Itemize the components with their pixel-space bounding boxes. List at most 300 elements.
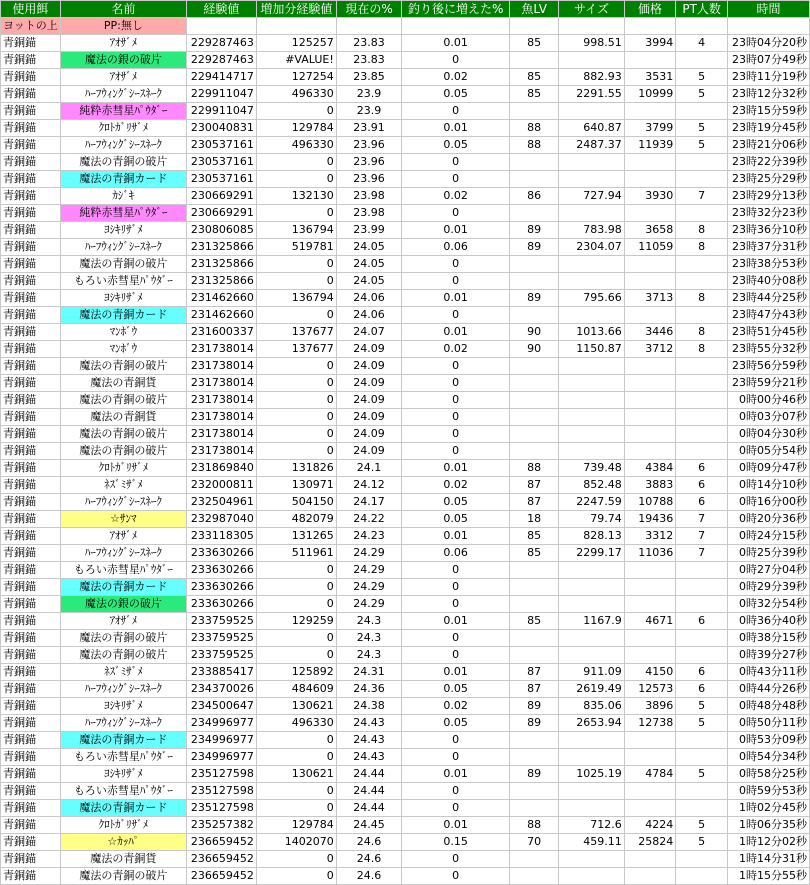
name-cell[interactable]: もろい赤彗星ﾊﾟｳﾀﾞｰ — [60, 562, 186, 579]
inc-cell[interactable]: 0.01 — [402, 222, 510, 239]
bait-cell[interactable]: 青銅錨 — [1, 392, 61, 409]
price-cell[interactable]: 12573 — [624, 681, 676, 698]
time-cell[interactable]: 0時09分47秒 — [727, 460, 809, 477]
inc-cell[interactable]: 0 — [402, 851, 510, 868]
price-cell[interactable] — [624, 171, 676, 188]
size-cell[interactable]: 712.6 — [559, 817, 624, 834]
inc-cell[interactable]: 0 — [402, 579, 510, 596]
pct-cell[interactable]: 23.99 — [336, 222, 402, 239]
lv-cell[interactable]: 87 — [510, 664, 559, 681]
bait-cell[interactable]: 青銅錨 — [1, 817, 61, 834]
price-cell[interactable] — [624, 392, 676, 409]
location-cell[interactable]: ヨットの上 — [1, 18, 61, 35]
lv-cell[interactable]: 88 — [510, 460, 559, 477]
price-cell[interactable] — [624, 868, 676, 885]
pt-cell[interactable] — [676, 392, 728, 409]
time-cell[interactable]: 0時00分46秒 — [727, 392, 809, 409]
gain-cell[interactable]: 0 — [256, 256, 336, 273]
gain-cell[interactable]: 131265 — [256, 528, 336, 545]
gain-cell[interactable]: 0 — [256, 732, 336, 749]
bait-cell[interactable]: 青銅錨 — [1, 222, 61, 239]
price-cell[interactable]: 3713 — [624, 290, 676, 307]
gain-cell[interactable]: 496330 — [256, 715, 336, 732]
bait-cell[interactable]: 青銅錨 — [1, 766, 61, 783]
pct-cell[interactable]: 24.09 — [336, 375, 402, 392]
bait-cell[interactable]: 青銅錨 — [1, 290, 61, 307]
inc-cell[interactable]: 0.05 — [402, 494, 510, 511]
pt-cell[interactable]: 8 — [676, 222, 728, 239]
bait-cell[interactable]: 青銅錨 — [1, 103, 61, 120]
bait-cell[interactable]: 青銅錨 — [1, 239, 61, 256]
price-cell[interactable]: 3930 — [624, 188, 676, 205]
name-cell[interactable]: 魔法の青銅カード — [60, 732, 186, 749]
pct-cell[interactable]: 23.98 — [336, 205, 402, 222]
time-cell[interactable]: 23時59分21秒 — [727, 375, 809, 392]
size-cell[interactable] — [559, 409, 624, 426]
pt-cell[interactable] — [676, 171, 728, 188]
lv-cell[interactable] — [510, 800, 559, 817]
pt-cell[interactable]: 6 — [676, 494, 728, 511]
size-cell[interactable]: 998.51 — [559, 35, 624, 52]
exp-cell[interactable]: 233630266 — [186, 579, 256, 596]
empty-cell[interactable] — [256, 18, 336, 35]
pct-cell[interactable]: 24.09 — [336, 426, 402, 443]
inc-cell[interactable]: 0.01 — [402, 460, 510, 477]
lv-cell[interactable]: 90 — [510, 341, 559, 358]
lv-cell[interactable]: 85 — [510, 613, 559, 630]
lv-cell[interactable]: 88 — [510, 137, 559, 154]
inc-cell[interactable]: 0.05 — [402, 511, 510, 528]
price-cell[interactable] — [624, 783, 676, 800]
pct-cell[interactable]: 24.05 — [336, 256, 402, 273]
empty-cell[interactable] — [624, 18, 676, 35]
exp-cell[interactable]: 229911047 — [186, 86, 256, 103]
name-cell[interactable]: 魔法の銀の破片 — [60, 52, 186, 69]
empty-cell[interactable] — [336, 18, 402, 35]
gain-cell[interactable]: 0 — [256, 171, 336, 188]
pct-cell[interactable]: 24.09 — [336, 443, 402, 460]
gain-cell[interactable]: 496330 — [256, 137, 336, 154]
gain-cell[interactable]: 130621 — [256, 766, 336, 783]
price-cell[interactable]: 4224 — [624, 817, 676, 834]
inc-cell[interactable]: 0 — [402, 375, 510, 392]
gain-cell[interactable]: 0 — [256, 205, 336, 222]
lv-cell[interactable]: 18 — [510, 511, 559, 528]
exp-cell[interactable]: 235127598 — [186, 800, 256, 817]
price-cell[interactable] — [624, 154, 676, 171]
price-cell[interactable]: 3799 — [624, 120, 676, 137]
bait-cell[interactable]: 青銅錨 — [1, 613, 61, 630]
gain-cell[interactable]: 0 — [256, 426, 336, 443]
pt-cell[interactable] — [676, 579, 728, 596]
exp-cell[interactable]: 230537161 — [186, 137, 256, 154]
gain-cell[interactable]: #VALUE! — [256, 52, 336, 69]
time-cell[interactable]: 1時06分35秒 — [727, 817, 809, 834]
price-cell[interactable]: 3658 — [624, 222, 676, 239]
bait-cell[interactable]: 青銅錨 — [1, 851, 61, 868]
name-cell[interactable]: 魔法の青銅の破片 — [60, 630, 186, 647]
gain-cell[interactable]: 125892 — [256, 664, 336, 681]
exp-cell[interactable]: 232504961 — [186, 494, 256, 511]
bait-cell[interactable]: 青銅錨 — [1, 834, 61, 851]
bait-cell[interactable]: 青銅錨 — [1, 426, 61, 443]
exp-cell[interactable]: 233630266 — [186, 562, 256, 579]
time-cell[interactable]: 0時25分39秒 — [727, 545, 809, 562]
pct-cell[interactable]: 24.36 — [336, 681, 402, 698]
lv-cell[interactable]: 87 — [510, 681, 559, 698]
exp-cell[interactable]: 234996977 — [186, 749, 256, 766]
inc-cell[interactable]: 0.06 — [402, 239, 510, 256]
time-cell[interactable]: 23時29分13秒 — [727, 188, 809, 205]
size-cell[interactable] — [559, 868, 624, 885]
pct-cell[interactable]: 24.05 — [336, 273, 402, 290]
exp-cell[interactable]: 234500647 — [186, 698, 256, 715]
lv-cell[interactable] — [510, 375, 559, 392]
size-cell[interactable] — [559, 52, 624, 69]
pct-cell[interactable]: 24.31 — [336, 664, 402, 681]
gain-cell[interactable]: 125257 — [256, 35, 336, 52]
pt-cell[interactable]: 6 — [676, 613, 728, 630]
size-cell[interactable] — [559, 426, 624, 443]
size-cell[interactable]: 2299.17 — [559, 545, 624, 562]
price-cell[interactable]: 11059 — [624, 239, 676, 256]
time-cell[interactable]: 0時44分26秒 — [727, 681, 809, 698]
lv-cell[interactable]: 89 — [510, 766, 559, 783]
bait-cell[interactable]: 青銅錨 — [1, 69, 61, 86]
exp-cell[interactable]: 235127598 — [186, 783, 256, 800]
size-cell[interactable] — [559, 579, 624, 596]
time-cell[interactable]: 23時07分49秒 — [727, 52, 809, 69]
size-cell[interactable] — [559, 749, 624, 766]
name-cell[interactable]: 魔法の青銅の破片 — [60, 256, 186, 273]
time-cell[interactable]: 23時44分25秒 — [727, 290, 809, 307]
pp-cell[interactable]: PP:無し — [60, 18, 186, 35]
name-cell[interactable]: ﾖｼｷﾘｻﾞﾒ — [60, 698, 186, 715]
pt-cell[interactable]: 6 — [676, 664, 728, 681]
time-cell[interactable]: 1時14分31秒 — [727, 851, 809, 868]
pt-cell[interactable]: 5 — [676, 69, 728, 86]
pct-cell[interactable]: 24.43 — [336, 732, 402, 749]
size-cell[interactable] — [559, 205, 624, 222]
gain-cell[interactable]: 0 — [256, 647, 336, 664]
name-cell[interactable]: 魔法の青銅の破片 — [60, 443, 186, 460]
inc-cell[interactable]: 0.02 — [402, 341, 510, 358]
exp-cell[interactable]: 231738014 — [186, 341, 256, 358]
bait-cell[interactable]: 青銅錨 — [1, 732, 61, 749]
time-cell[interactable]: 0時38分15秒 — [727, 630, 809, 647]
gain-cell[interactable]: 0 — [256, 392, 336, 409]
gain-cell[interactable]: 0 — [256, 562, 336, 579]
gain-cell[interactable]: 130621 — [256, 698, 336, 715]
inc-cell[interactable]: 0 — [402, 392, 510, 409]
size-cell[interactable]: 795.66 — [559, 290, 624, 307]
lv-cell[interactable]: 86 — [510, 188, 559, 205]
gain-cell[interactable]: 0 — [256, 579, 336, 596]
name-cell[interactable]: ﾊｰﾌｳｨﾝｸﾞｼｰｽﾈｰｸ — [60, 545, 186, 562]
pt-cell[interactable] — [676, 562, 728, 579]
pct-cell[interactable]: 24.05 — [336, 239, 402, 256]
lv-cell[interactable] — [510, 171, 559, 188]
time-cell[interactable]: 0時54分34秒 — [727, 749, 809, 766]
pt-cell[interactable]: 5 — [676, 834, 728, 851]
lv-cell[interactable] — [510, 851, 559, 868]
name-cell[interactable]: 純粋赤彗星ﾊﾟｳﾀﾞｰ — [60, 205, 186, 222]
price-cell[interactable]: 10999 — [624, 86, 676, 103]
lv-cell[interactable] — [510, 392, 559, 409]
exp-cell[interactable]: 231738014 — [186, 358, 256, 375]
name-cell[interactable]: ﾖｼｷﾘｻﾞﾒ — [60, 290, 186, 307]
time-cell[interactable]: 0時20分36秒 — [727, 511, 809, 528]
time-cell[interactable]: 23時47分43秒 — [727, 307, 809, 324]
price-cell[interactable]: 3712 — [624, 341, 676, 358]
exp-cell[interactable]: 233630266 — [186, 596, 256, 613]
exp-cell[interactable]: 230537161 — [186, 154, 256, 171]
price-cell[interactable] — [624, 579, 676, 596]
price-cell[interactable] — [624, 443, 676, 460]
name-cell[interactable]: 魔法の青銅の破片 — [60, 647, 186, 664]
exp-cell[interactable]: 231600337 — [186, 324, 256, 341]
bait-cell[interactable]: 青銅錨 — [1, 681, 61, 698]
name-cell[interactable]: 魔法の青銅の破片 — [60, 426, 186, 443]
inc-cell[interactable]: 0.02 — [402, 698, 510, 715]
lv-cell[interactable] — [510, 562, 559, 579]
exp-cell[interactable]: 231325866 — [186, 239, 256, 256]
exp-cell[interactable]: 231462660 — [186, 290, 256, 307]
pt-cell[interactable] — [676, 426, 728, 443]
exp-cell[interactable]: 231738014 — [186, 375, 256, 392]
time-cell[interactable]: 0時32分54秒 — [727, 596, 809, 613]
time-cell[interactable]: 23時25分29秒 — [727, 171, 809, 188]
time-cell[interactable]: 23時36分10秒 — [727, 222, 809, 239]
gain-cell[interactable]: 0 — [256, 851, 336, 868]
price-cell[interactable]: 4384 — [624, 460, 676, 477]
time-cell[interactable]: 0時48分48秒 — [727, 698, 809, 715]
gain-cell[interactable]: 0 — [256, 409, 336, 426]
pct-cell[interactable]: 24.43 — [336, 715, 402, 732]
price-cell[interactable]: 11036 — [624, 545, 676, 562]
lv-cell[interactable] — [510, 443, 559, 460]
size-cell[interactable] — [559, 392, 624, 409]
gain-cell[interactable]: 504150 — [256, 494, 336, 511]
pct-cell[interactable]: 24.29 — [336, 545, 402, 562]
size-cell[interactable] — [559, 783, 624, 800]
pt-cell[interactable] — [676, 868, 728, 885]
price-cell[interactable]: 10788 — [624, 494, 676, 511]
lv-cell[interactable]: 85 — [510, 528, 559, 545]
exp-cell[interactable]: 232000811 — [186, 477, 256, 494]
price-cell[interactable]: 11939 — [624, 137, 676, 154]
name-cell[interactable]: ﾖｼｷﾘｻﾞﾒ — [60, 222, 186, 239]
size-cell[interactable]: 828.13 — [559, 528, 624, 545]
price-cell[interactable] — [624, 205, 676, 222]
bait-cell[interactable]: 青銅錨 — [1, 715, 61, 732]
exp-cell[interactable]: 234996977 — [186, 715, 256, 732]
empty-cell[interactable] — [559, 18, 624, 35]
price-cell[interactable] — [624, 630, 676, 647]
pt-cell[interactable]: 6 — [676, 681, 728, 698]
price-cell[interactable] — [624, 256, 676, 273]
inc-cell[interactable]: 0.02 — [402, 188, 510, 205]
exp-cell[interactable]: 230537161 — [186, 171, 256, 188]
lv-cell[interactable] — [510, 749, 559, 766]
price-cell[interactable] — [624, 647, 676, 664]
bait-cell[interactable]: 青銅錨 — [1, 579, 61, 596]
pt-cell[interactable] — [676, 375, 728, 392]
gain-cell[interactable]: 137677 — [256, 324, 336, 341]
lv-cell[interactable] — [510, 630, 559, 647]
inc-cell[interactable]: 0 — [402, 630, 510, 647]
pct-cell[interactable]: 24.44 — [336, 800, 402, 817]
pct-cell[interactable]: 24.3 — [336, 630, 402, 647]
bait-cell[interactable]: 青銅錨 — [1, 800, 61, 817]
lv-cell[interactable] — [510, 409, 559, 426]
inc-cell[interactable]: 0.01 — [402, 290, 510, 307]
price-cell[interactable]: 3883 — [624, 477, 676, 494]
exp-cell[interactable]: 236659452 — [186, 868, 256, 885]
pct-cell[interactable]: 24.22 — [336, 511, 402, 528]
gain-cell[interactable]: 136794 — [256, 290, 336, 307]
pt-cell[interactable]: 8 — [676, 324, 728, 341]
time-cell[interactable]: 23時04分20秒 — [727, 35, 809, 52]
time-cell[interactable]: 0時16分00秒 — [727, 494, 809, 511]
exp-cell[interactable]: 233759525 — [186, 613, 256, 630]
lv-cell[interactable]: 85 — [510, 86, 559, 103]
bait-cell[interactable]: 青銅錨 — [1, 562, 61, 579]
pct-cell[interactable]: 24.1 — [336, 460, 402, 477]
pt-cell[interactable]: 6 — [676, 460, 728, 477]
lv-cell[interactable] — [510, 358, 559, 375]
size-cell[interactable] — [559, 273, 624, 290]
size-cell[interactable]: 2304.07 — [559, 239, 624, 256]
pct-cell[interactable]: 24.09 — [336, 341, 402, 358]
bait-cell[interactable]: 青銅錨 — [1, 307, 61, 324]
price-cell[interactable]: 3531 — [624, 69, 676, 86]
inc-cell[interactable]: 0.01 — [402, 817, 510, 834]
pt-cell[interactable] — [676, 103, 728, 120]
pct-cell[interactable]: 24.09 — [336, 392, 402, 409]
inc-cell[interactable]: 0.01 — [402, 120, 510, 137]
size-cell[interactable] — [559, 800, 624, 817]
time-cell[interactable]: 23時19分45秒 — [727, 120, 809, 137]
lv-cell[interactable]: 85 — [510, 545, 559, 562]
gain-cell[interactable]: 0 — [256, 103, 336, 120]
lv-cell[interactable] — [510, 205, 559, 222]
size-cell[interactable]: 79.74 — [559, 511, 624, 528]
name-cell[interactable]: もろい赤彗星ﾊﾟｳﾀﾞｰ — [60, 273, 186, 290]
inc-cell[interactable]: 0.15 — [402, 834, 510, 851]
size-cell[interactable] — [559, 443, 624, 460]
pct-cell[interactable]: 24.06 — [336, 290, 402, 307]
price-cell[interactable] — [624, 409, 676, 426]
time-cell[interactable]: 1時12分02秒 — [727, 834, 809, 851]
inc-cell[interactable]: 0.05 — [402, 137, 510, 154]
lv-cell[interactable] — [510, 596, 559, 613]
inc-cell[interactable]: 0 — [402, 647, 510, 664]
exp-cell[interactable]: 236659452 — [186, 834, 256, 851]
size-cell[interactable]: 2247.59 — [559, 494, 624, 511]
exp-cell[interactable]: 231325866 — [186, 256, 256, 273]
pct-cell[interactable]: 24.44 — [336, 783, 402, 800]
bait-cell[interactable]: 青銅錨 — [1, 137, 61, 154]
bait-cell[interactable]: 青銅錨 — [1, 154, 61, 171]
bait-cell[interactable]: 青銅錨 — [1, 86, 61, 103]
bait-cell[interactable]: 青銅錨 — [1, 273, 61, 290]
lv-cell[interactable]: 89 — [510, 290, 559, 307]
time-cell[interactable]: 23時11分19秒 — [727, 69, 809, 86]
pct-cell[interactable]: 24.45 — [336, 817, 402, 834]
name-cell[interactable]: 魔法の青銅貨 — [60, 851, 186, 868]
gain-cell[interactable]: 136794 — [256, 222, 336, 239]
inc-cell[interactable]: 0.01 — [402, 613, 510, 630]
name-cell[interactable]: ｸﾛﾄｶﾞﾘｻﾞﾒ — [60, 460, 186, 477]
inc-cell[interactable]: 0 — [402, 443, 510, 460]
time-cell[interactable]: 1時15分55秒 — [727, 868, 809, 885]
size-cell[interactable] — [559, 154, 624, 171]
pt-cell[interactable] — [676, 732, 728, 749]
gain-cell[interactable]: 0 — [256, 800, 336, 817]
bait-cell[interactable]: 青銅錨 — [1, 749, 61, 766]
lv-cell[interactable] — [510, 868, 559, 885]
pct-cell[interactable]: 24.29 — [336, 596, 402, 613]
price-cell[interactable]: 4150 — [624, 664, 676, 681]
inc-cell[interactable]: 0 — [402, 800, 510, 817]
bait-cell[interactable]: 青銅錨 — [1, 188, 61, 205]
name-cell[interactable]: ｸﾛﾄｶﾞﾘｻﾞﾒ — [60, 817, 186, 834]
size-cell[interactable] — [559, 596, 624, 613]
gain-cell[interactable]: 0 — [256, 375, 336, 392]
gain-cell[interactable]: 0 — [256, 783, 336, 800]
exp-cell[interactable]: 235127598 — [186, 766, 256, 783]
lv-cell[interactable]: 87 — [510, 477, 559, 494]
pt-cell[interactable]: 8 — [676, 341, 728, 358]
price-cell[interactable] — [624, 358, 676, 375]
pct-cell[interactable]: 24.06 — [336, 307, 402, 324]
time-cell[interactable]: 23時40分08秒 — [727, 273, 809, 290]
bait-cell[interactable]: 青銅錨 — [1, 664, 61, 681]
bait-cell[interactable]: 青銅錨 — [1, 171, 61, 188]
bait-cell[interactable]: 青銅錨 — [1, 324, 61, 341]
bait-cell[interactable]: 青銅錨 — [1, 52, 61, 69]
name-cell[interactable]: ﾈｽﾞﾐｻﾞﾒ — [60, 664, 186, 681]
size-cell[interactable] — [559, 630, 624, 647]
size-cell[interactable]: 783.98 — [559, 222, 624, 239]
price-cell[interactable] — [624, 273, 676, 290]
price-cell[interactable]: 25824 — [624, 834, 676, 851]
inc-cell[interactable]: 0.01 — [402, 664, 510, 681]
pt-cell[interactable]: 8 — [676, 290, 728, 307]
pt-cell[interactable]: 5 — [676, 817, 728, 834]
bait-cell[interactable]: 青銅錨 — [1, 358, 61, 375]
empty-cell[interactable] — [676, 18, 728, 35]
pct-cell[interactable]: 24.07 — [336, 324, 402, 341]
lv-cell[interactable] — [510, 732, 559, 749]
inc-cell[interactable]: 0 — [402, 205, 510, 222]
gain-cell[interactable]: 482079 — [256, 511, 336, 528]
price-cell[interactable] — [624, 426, 676, 443]
size-cell[interactable]: 852.48 — [559, 477, 624, 494]
gain-cell[interactable]: 131826 — [256, 460, 336, 477]
inc-cell[interactable]: 0 — [402, 307, 510, 324]
price-cell[interactable] — [624, 562, 676, 579]
name-cell[interactable]: ｱｵｻﾞﾒ — [60, 69, 186, 86]
price-cell[interactable] — [624, 103, 676, 120]
gain-cell[interactable]: 129259 — [256, 613, 336, 630]
pct-cell[interactable]: 24.6 — [336, 868, 402, 885]
pct-cell[interactable]: 24.6 — [336, 834, 402, 851]
name-cell[interactable]: 魔法の青銅カード — [60, 800, 186, 817]
size-cell[interactable] — [559, 307, 624, 324]
pt-cell[interactable]: 7 — [676, 188, 728, 205]
